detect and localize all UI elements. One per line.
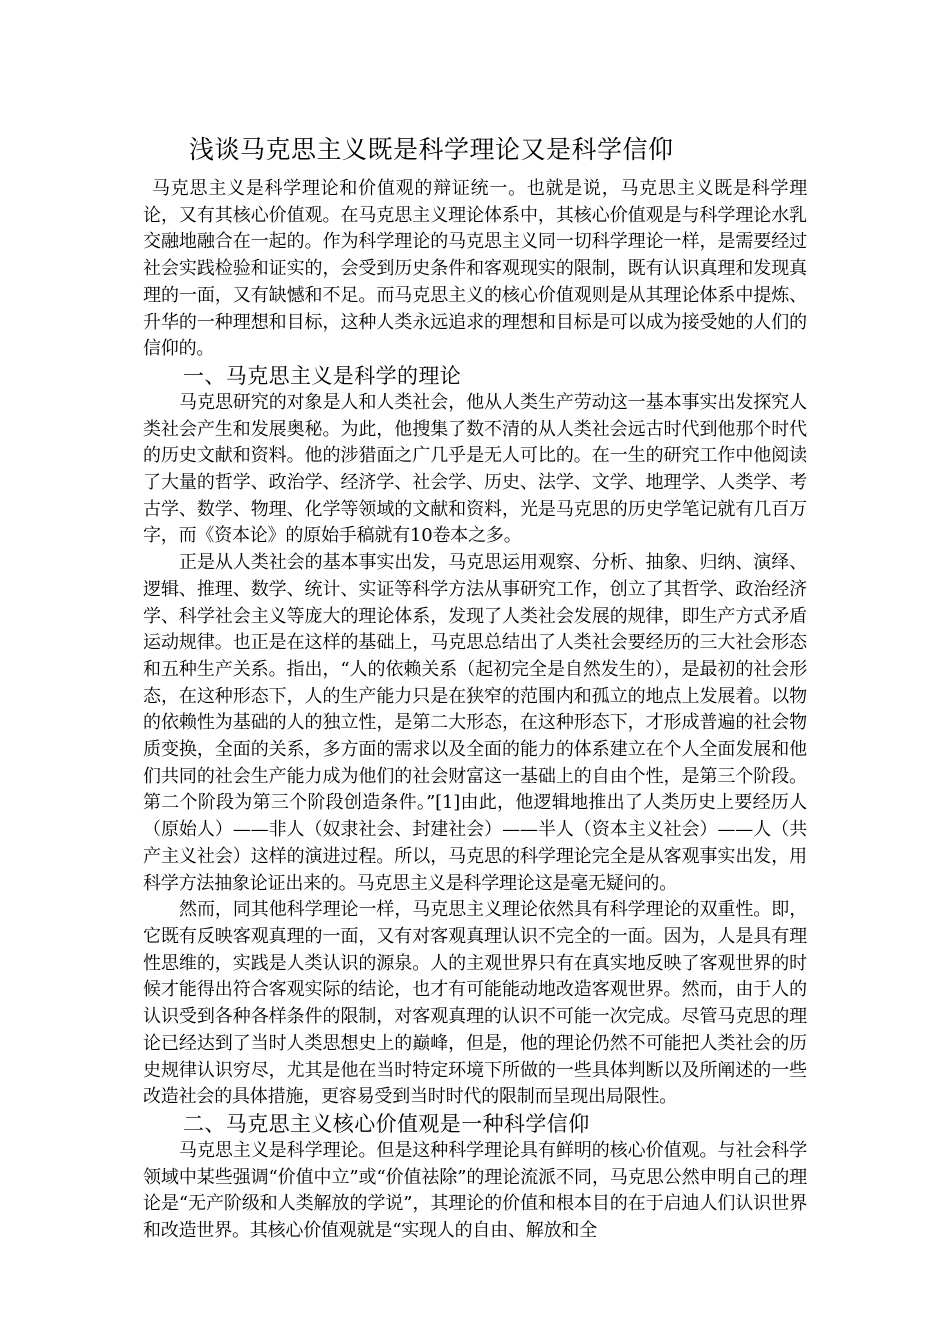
section1-paragraph-2: 正是从人类社会的基本事实出发，马克思运用观察、分析、抽象、归纳、演绎、逻辑、推理、数学、统计、实证等科学方法从事研究工作，创立了其哲学、政治经济学、科学社会主义等庞大的理论体系，发现了人类社会发展的规律，即生产方式矛盾运动规律。也正是在这样的基础上，马克思总结出了人类社会要经历的三大社会形态和五种生产关系。指出，“人的依赖关系（起初完全是自然发生的），是最初的社会形态，在这种形态下，人的生产能力只是在狭窄的范围内和孤立的地点上发展着。以物的依赖性为基础的人的独立性，是第二大形态，在这种形态下，才形成普遍的社会物质变换，全面的关系，多方面的需求以及全面的能力的体系建立在个人全面发展和他们共同的社会生产能力成为他们的社会财富这一基础上的自由个性，是第三个阶段。第二个阶段为第三个阶段创造条件。”[1]由此，他逻辑地推出了人类历史上要经历人（原始人）——非人（奴隶社会、封建社会）——半人（资本主义社会）——人（共产主义社会）这样的演进过程。所以，马克思的科学理论完全是从客观事实出发，用科学方法抽象论证出来的。马克思主义是科学理论这是毫无疑问的。: [143, 552, 807, 894]
section1-paragraph-1: 马克思研究的对象是人和人类社会，他从人类生产劳动这一基本事实出发探究人类社会产生和发展奥秘。为此，他搜集了数不清的从人类社会远古时代到他那个时代的历史文献和资料。他的涉猎面之广几乎是无人可比的。在一生的研究工作中他阅读了大量的哲学、政治学、经济学、社会学、历史、法学、文学、地理学、人类学、考古学、数学、物理、化学等领域的文献和资料，光是马克思的历史学笔记就有几百万字，而《资本论》的原始手稿就有10卷本之多。: [143, 391, 807, 547]
section1-paragraph-3: 然而，同其他科学理论一样，马克思主义理论依然具有科学理论的双重性。即，它既有反映客观真理的一面，又有对客观真理认识不完全的一面。因为，人是具有理性思维的，实践是人类认识的源泉。人的主观世界只有在真实地反映了客观世界的时候才能得出符合客观实际的结论，也才有可能能动地改造客观世界。然而，由于人的认识受到各种各样条件的限制，对客观真理的认识不可能一次完成。尽管马克思的理论已经达到了当时人类思想史上的巅峰，但是，他的理论仍然不可能把人类社会的历史规律认识穷尽，尤其是他在当时特定环境下所做的一些具体判断以及所阐述的一些改造社会的具体措施，更容易受到当时时代的限制而呈现出局限性。: [143, 899, 807, 1108]
document-title: 浅谈马克思主义既是科学理论又是科学信仰: [189, 135, 674, 164]
section-heading-1: 一、马克思主义是科学的理论: [183, 363, 462, 388]
intro-paragraph: 马克思主义是科学理论和价值观的辩证统一。也就是说，马克思主义既是科学理论，又有其核心价值观。在马克思主义理论体系中，其核心价值观是与科学理论水乳交融地融合在一起的。作为科学理论的马克思主义同一切科学理论一样，是需要经过社会实践检验和证实的，会受到历史条件和客观现实的限制，既有认识真理和发现真理的一面，又有缺憾和不足。而马克思主义的核心价值观则是从其理论体系中提炼、升华的一种理想和目标，这种人类永远追求的理想和目标是可以成为接受她的人们的信仰的。: [143, 178, 807, 360]
section2-paragraph-1: 马克思主义是科学理论。但是这种科学理论具有鲜明的核心价值观。与社会科学领域中某些强调“价值中立”或“价值祛除”的理论流派不同，马克思公然申明自己的理论是“无产阶级和人类解放的学说”，其理论的价值和根本目的在于启迪人们认识世界和改造世界。其核心价值观就是“实现人的自由、解放和全: [143, 1139, 807, 1242]
section-heading-2: 二、马克思主义核心价值观是一种科学信仰: [183, 1111, 590, 1136]
document-page: [143, 130, 807, 1245]
